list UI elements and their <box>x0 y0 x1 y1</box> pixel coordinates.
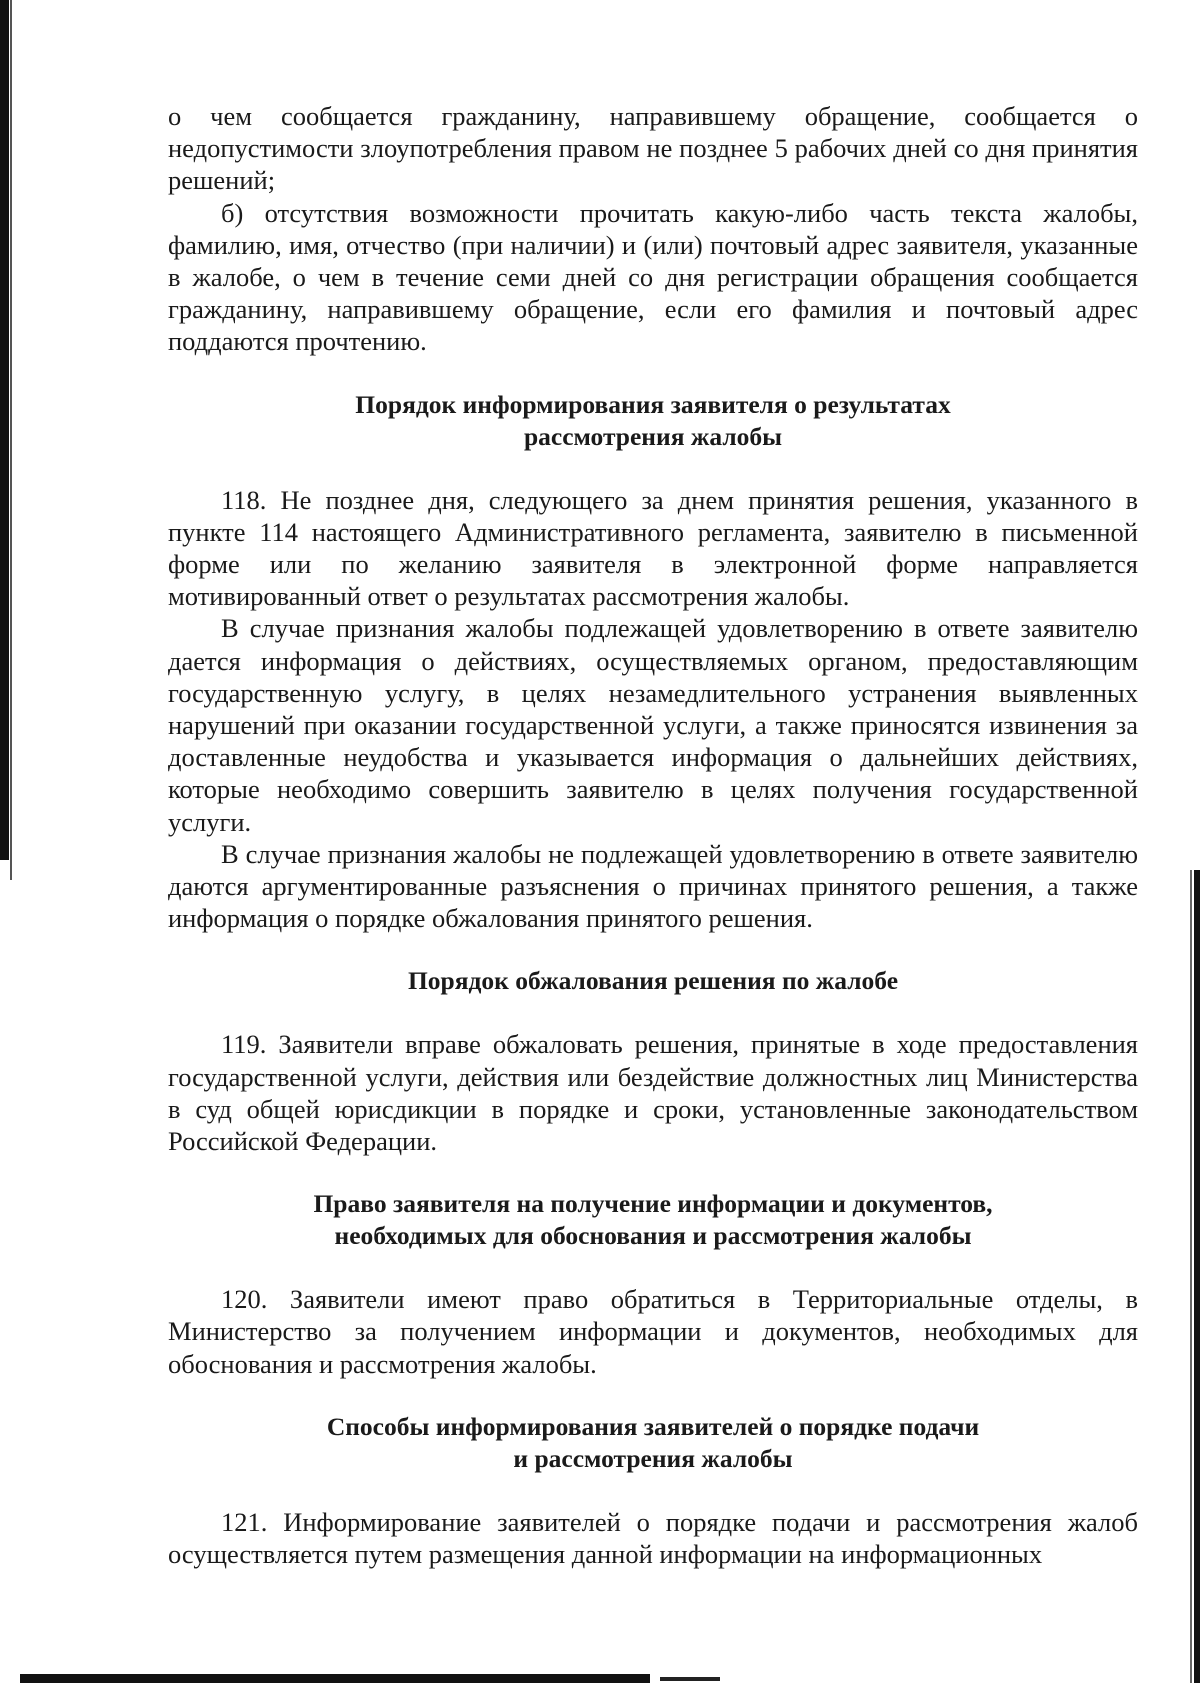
paragraph-continuation: о чем сообщается гражданину, направившему обращение, сообщается о недопустимости злоупотребления правом не позднее 5 рабочих дней со дня принятия решений; <box>168 101 1138 196</box>
paragraph-120: 120. Заявители имеют право обратиться в Территориальные отделы, в Министерство за получением информации и документов, необходимых для обоснования и рассмотрения жалобы. <box>168 1284 1138 1379</box>
heading-line: и рассмотрения жалобы <box>513 1443 793 1473</box>
scan-edge-right-line <box>1190 870 1192 1683</box>
paragraph-item-b: б) отсутствия возможности прочитать какую-либо часть текста жалобы, фамилию, имя, отчество (при наличии) и (или) почтовый адрес заявителя, указанные в жалобе, о чем в течение семи дней со дня регистрации обращения сообщается гражданину, направившему обращение, если его фамилия и почтовый адрес поддаются прочтению. <box>168 197 1138 357</box>
scan-edge-left-line <box>10 0 12 880</box>
heading-line: Право заявителя на получение информации и документов, <box>313 1189 993 1219</box>
heading-line: необходимых для обоснования и рассмотрения жалобы <box>334 1221 972 1251</box>
document-page <box>168 100 1138 1570</box>
heading-line: Порядок информирования заявителя о результатах <box>355 389 951 419</box>
section-heading-right-to-information <box>168 1188 1138 1252</box>
scan-edge-right <box>1194 870 1200 1683</box>
paragraph-121: 121. Информирование заявителей о порядке подачи и рассмотрения жалоб осуществляется путем размещения данной информации на информационных <box>168 1506 1138 1570</box>
scan-edge-left <box>0 0 9 860</box>
section-heading-informing-methods <box>168 1411 1138 1475</box>
paragraph-complaint-rejected: В случае признания жалобы не подлежащей удовлетворению в ответе заявителю даются аргументированные разъяснения о причинах принятого решения, а также информация о порядке обжалования принятого решения. <box>168 838 1138 934</box>
paragraph-complaint-satisfied: В случае признания жалобы подлежащей удовлетворению в ответе заявителю дается информация о действиях, осуществляемых органом, предоставляющим государственную услугу, в целях незамедлительного устранения выявленных нарушений при оказании государственной услуги, а также приносятся извинения за доставленные неудобства и указывается информация о дальнейших действиях, которые необходимо совершить заявителю в целях получения государственной услуги. <box>168 613 1138 837</box>
section-heading-informing-results <box>168 389 1138 453</box>
paragraph-119: 119. Заявители вправе обжаловать решения, принятые в ходе предоставления государственной услуги, действия или бездействие должностных лиц Министерства в суд общей юрисдикции в порядке и сроки, установленные законодательством Российской Федерации. <box>168 1029 1138 1157</box>
paragraph-118: 118. Не позднее дня, следующего за днем принятия решения, указанного в пункте 114 настоящего Административного регламента, заявителю в письменной форме или по желанию заявителя в электронной форме направляется мотивированный ответ о результатах рассмотрения жалобы. <box>168 484 1138 612</box>
heading-line: рассмотрения жалобы <box>523 421 783 451</box>
heading-line: Способы информирования заявителей о порядке подачи <box>326 1411 980 1441</box>
section-heading-appeal-procedure <box>168 965 1138 997</box>
scan-edge-bottom <box>20 1674 650 1683</box>
scan-edge-bottom-mark <box>660 1677 720 1681</box>
heading-line: Порядок обжалования решения по жалобе <box>407 966 899 996</box>
